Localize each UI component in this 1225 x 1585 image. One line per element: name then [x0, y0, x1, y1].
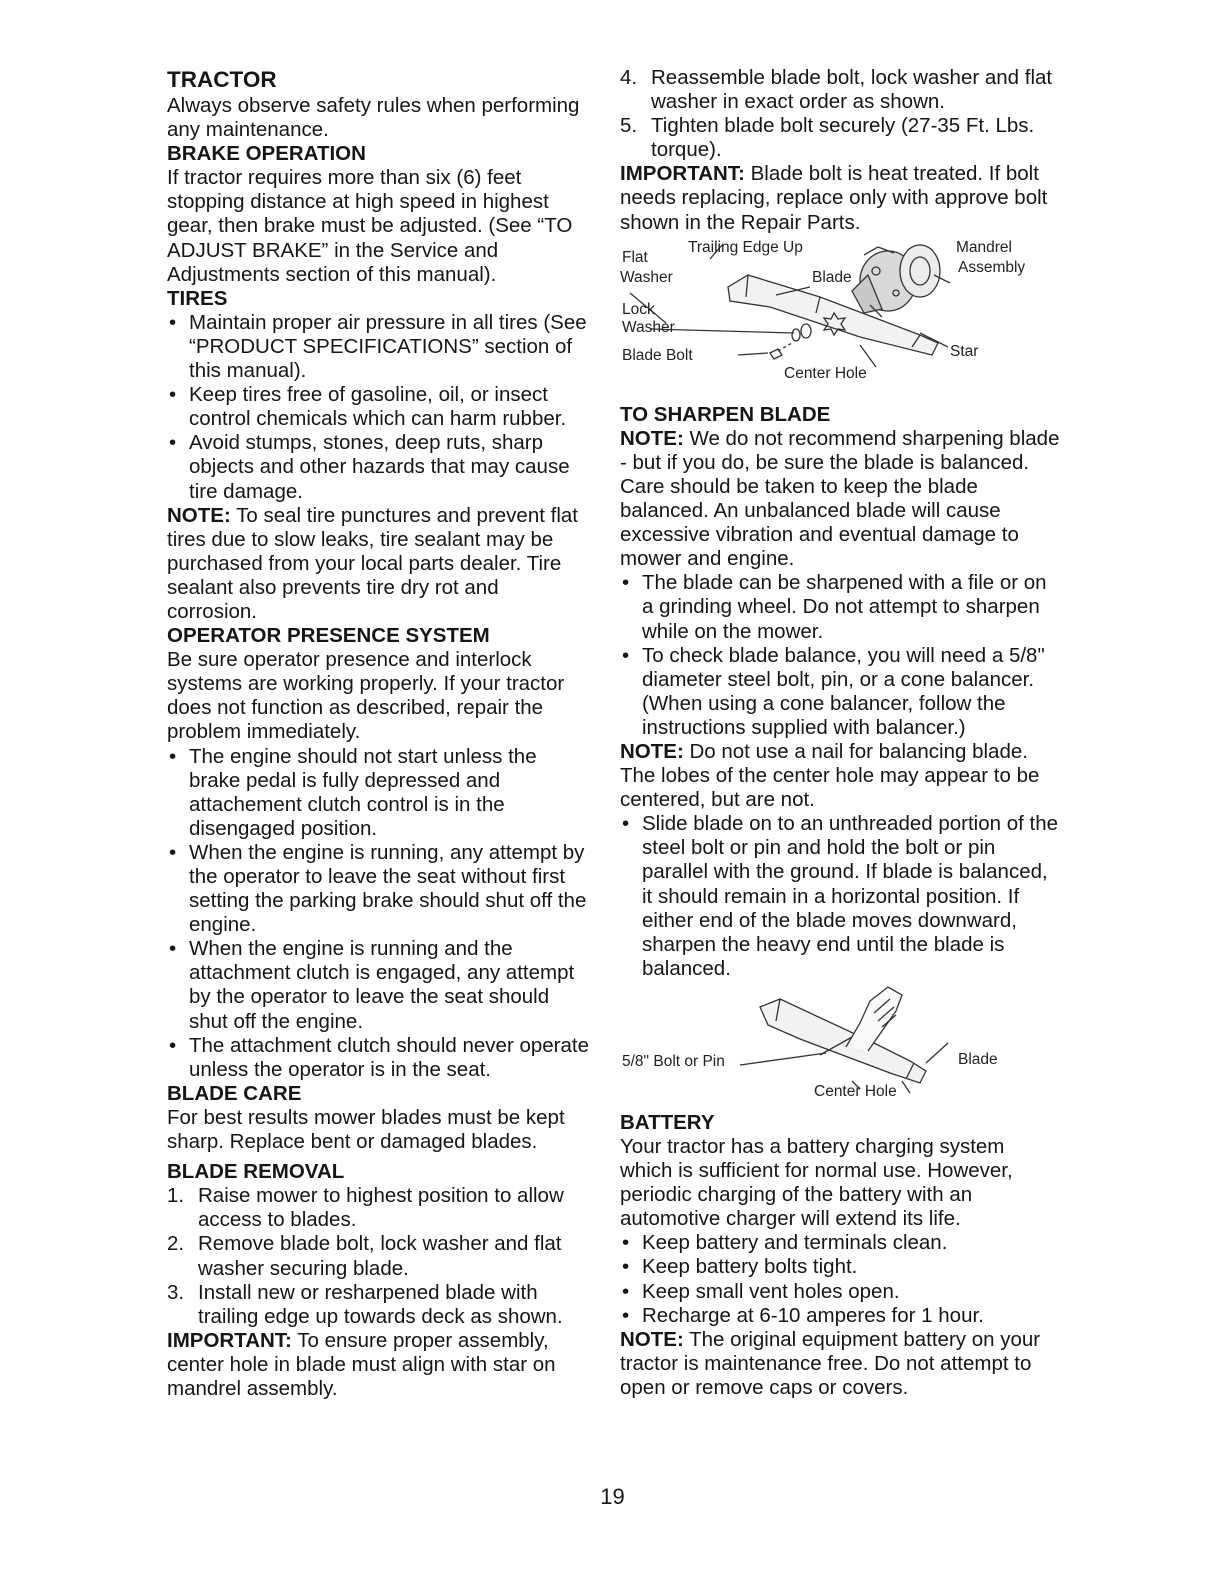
list-item: • The attachment clutch should never operate unless the operator is in the seat.	[167, 1034, 592, 1082]
mandrel-label: Mandrel	[956, 238, 1012, 256]
step-number: 5.	[620, 114, 638, 138]
step-number: 1.	[167, 1184, 185, 1208]
list-item: • The blade can be sharpened with a file or on a grinding wheel. Do not attempt to sharpen while on the mower.	[620, 571, 1060, 643]
page-number: 19	[600, 1484, 625, 1509]
sharpen-note-2	[620, 740, 1060, 812]
step-number: 3.	[167, 1280, 185, 1304]
brake-heading: BRAKE OPERATION	[167, 142, 366, 166]
list-item: • Keep small vent holes open.	[620, 1280, 1060, 1304]
list-item: • Keep battery bolts tight.	[620, 1255, 1060, 1279]
note-text: We do not recommend sharpening blade - but if you do, be sure the blade is balanced.	[620, 426, 1060, 474]
list-item: • Recharge at 6-10 amperes for 1 hour.	[620, 1304, 1060, 1328]
list-item	[620, 114, 1060, 162]
list-item: • When the engine is running, any attempt by the operator to leave the seat without first setting the parking brake should shut off the engine.	[167, 841, 592, 937]
important-text: To ensure proper assembly, center hole in blade must align with star on mandrel assembly.	[167, 1328, 556, 1400]
list-item: • To check blade balance, you will need a 5/8" diameter steel bolt, pin, or a cone balancer. (When using a cone balancer, follow the instructions supplied with balancer.)	[620, 644, 1060, 740]
blade-label: Blade	[812, 268, 852, 286]
note-text: To seal tire punctures and prevent flat tires due to slow leaks, tire sealant may be purchased from your local parts dealer. Tire sealant also prevents tire dry rot and corrosion.	[167, 503, 578, 623]
important-text: Blade bolt is heat treated. If bolt needs replacing, replace only with approve bolt shown in the Repair Parts.	[620, 162, 1048, 234]
blade-removal-important	[167, 1329, 592, 1401]
battery-note	[620, 1328, 1060, 1400]
flat-label: Flat	[622, 248, 648, 266]
note-label: NOTE:	[167, 503, 231, 527]
important-label: IMPORTANT:	[167, 1328, 292, 1352]
blade-care-heading: BLADE CARE	[167, 1081, 302, 1105]
tractor-intro: Always observe safety rules when performing any maintenance.	[167, 94, 580, 142]
bolt-important	[620, 162, 1060, 234]
list-item	[167, 1184, 592, 1232]
step-number: 2.	[167, 1232, 185, 1256]
star-label: Star	[950, 342, 979, 360]
center-hole-label: Center Hole	[784, 364, 867, 382]
left-column	[167, 66, 592, 1401]
list-item: • The engine should not start unless the brake pedal is fully depressed and attachement clutch control is in the disengaged position.	[167, 745, 592, 841]
blade-removal-steps	[167, 1184, 592, 1329]
tractor-heading: TRACTOR	[167, 67, 277, 92]
right-column	[620, 66, 1060, 1400]
tires-note	[167, 504, 592, 624]
note-label: NOTE:	[620, 739, 684, 763]
blade-bolt-label: Blade Bolt	[622, 346, 693, 364]
list-item: • Maintain proper air pressure in all tires (See “PRODUCT SPECIFICATIONS” section of this manual).	[167, 311, 592, 383]
washer-label-2: Washer	[622, 318, 675, 336]
step-text: Tighten blade bolt securely (27-35 Ft. Lbs. torque).	[651, 114, 1035, 162]
blade-label: Blade	[958, 1050, 998, 1068]
list-item	[167, 1232, 592, 1280]
blade-removal-steps-cont	[620, 66, 1060, 162]
step-text: Remove blade bolt, lock washer and flat washer securing blade.	[198, 1232, 562, 1280]
tires-heading: TIRES	[167, 286, 228, 310]
battery-heading: BATTERY	[620, 1110, 715, 1134]
step-text: Raise mower to highest position to allow access to blades.	[198, 1184, 564, 1232]
brake-text: If tractor requires more than six (6) feet stopping distance at high speed in highest gear, then brake must be adjusted. (See “TO ADJUST BRAKE” in the Service and Adjustments section of this manual).	[167, 166, 573, 286]
sharpen-list-2	[620, 812, 1060, 981]
note-text: The original equipment battery on your tractor is maintenance free. Do not attempt to open or remove caps or covers.	[620, 1327, 1041, 1399]
list-item: • Keep battery and terminals clean.	[620, 1231, 1060, 1255]
list-item: • Avoid stumps, stones, deep ruts, sharp objects and other hazards that may cause tire damage.	[167, 431, 592, 503]
lock-label: Lock	[622, 300, 655, 318]
blade-assembly-figure	[620, 235, 1060, 403]
trailing-edge-label: Trailing Edge Up	[688, 238, 803, 256]
washer-label: Washer	[620, 268, 673, 286]
ops-heading: OPERATOR PRESENCE SYSTEM	[167, 624, 490, 648]
note-label: NOTE:	[620, 1327, 684, 1351]
tires-list	[167, 311, 592, 504]
battery-list	[620, 1231, 1060, 1327]
blade-care-text: For best results mower blades must be kept sharp. Replace bent or damaged blades.	[167, 1105, 565, 1154]
ops-list	[167, 745, 592, 1082]
note-label: NOTE:	[620, 426, 684, 450]
list-item: • Keep tires free of gasoline, oil, or insect control chemicals which can harm rubber.	[167, 383, 592, 431]
sharpen-note-1	[620, 427, 1060, 475]
step-text: Reassemble blade bolt, lock washer and flat washer in exact order as shown.	[651, 66, 1053, 114]
blade-removal-heading: BLADE REMOVAL	[167, 1160, 345, 1184]
list-item	[167, 1281, 592, 1329]
list-item: • When the engine is running and the attachment clutch is engaged, any attempt by the operator to leave the seat should shut off the engine.	[167, 937, 592, 1033]
note-text: Do not use a nail for balancing blade. The lobes of the center hole may appear to be centered, but are not.	[620, 739, 1040, 812]
battery-text: Your tractor has a battery charging system which is sufficient for normal use. However, periodic charging of the battery with an automotive charger will extend its life.	[620, 1135, 1013, 1231]
list-item: • Slide blade on to an unthreaded portion of the steel bolt or pin and hold the bolt or pin parallel with the ground. If blade is balanced, it should remain in a horizontal position. If either end of the blade moves downward, sharpen the heavy end until the blade is balanced.	[620, 812, 1060, 981]
blade-balance-figure	[620, 981, 1060, 1111]
step-text: Install new or resharpened blade with trailing edge up towards deck as shown.	[198, 1280, 563, 1328]
list-item	[620, 66, 1060, 114]
ops-text: Be sure operator presence and interlock systems are working properly. If your tractor does not function as described, repair the problem immediately.	[167, 648, 565, 744]
center-hole-label: Center Hole	[814, 1082, 897, 1100]
sharpen-list	[620, 571, 1060, 740]
sharpen-text: Care should be taken to keep the blade balanced. An unbalanced blade will cause excessive vibration and eventual damage to mower and engine.	[620, 474, 1019, 571]
important-label: IMPORTANT:	[620, 162, 745, 186]
assembly-label: Assembly	[958, 258, 1026, 276]
sharpen-heading: TO SHARPEN BLADE	[620, 402, 831, 426]
bolt-pin-label: 5/8" Bolt or Pin	[622, 1052, 725, 1070]
step-number: 4.	[620, 66, 638, 89]
